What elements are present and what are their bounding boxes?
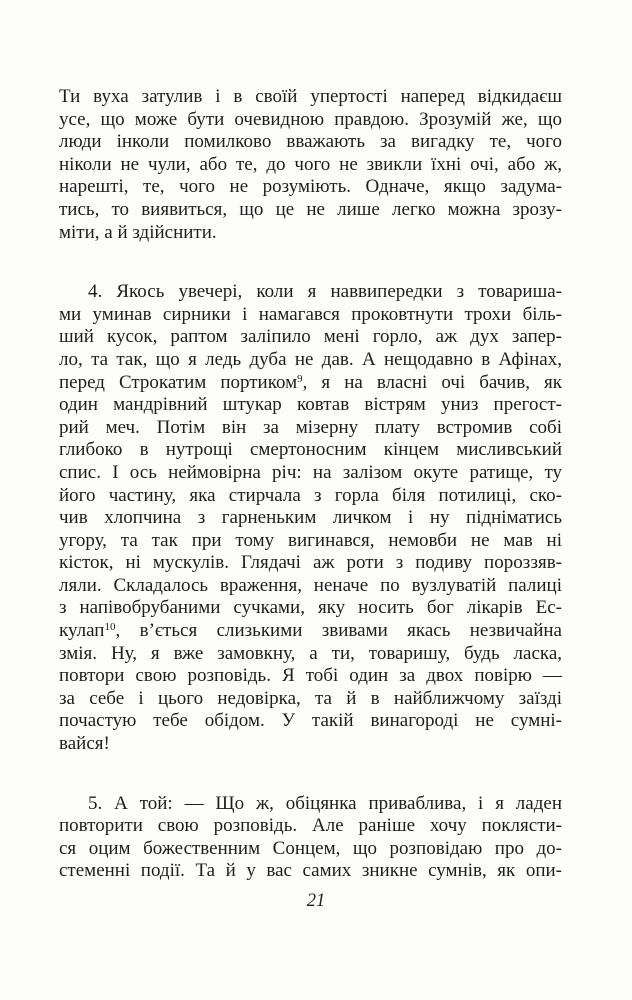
text-line: угору, та так при тому вигинався, немовби не мав ні [59,529,562,551]
text-line: кулап$^{10}$, в’ється слизькими звивами якась незвичайна [59,620,562,642]
text-line: ніколи не чули, або те, до чого не звикли їхні очі, або ж, [59,153,562,175]
page-number: 21 [306,891,326,911]
text-line: ся оцим божественним Сонцем, що розповідаю про до- [59,837,562,859]
text-line: глибоко в нутрощі смертоносним кінцем мисливський [59,439,562,461]
text-line: кісток, ні мускулів. Глядачі аж роти з подиву пороззяв- [59,552,562,574]
text-line: люди інколи помилково вважають за вигадку те, чого [59,131,562,153]
text-line: ло, та так, що я ледь дуба не дав. А нещодавно в Афінах, [59,348,562,370]
text-line: нарешті, те, чого не розуміють. Одначе, якщо задума- [59,176,562,198]
paragraph [59,86,562,244]
text-line: його частину, яка стирчала з горла біля потилиці, ско- [59,484,562,506]
text-line: чив хлопчина з гарненьким личком і ну підніматись [59,507,562,529]
text-line: спис. І ось неймовірна річ: на залізом окуте ратище, ту [59,461,562,483]
paragraph [59,281,562,755]
text-line: почастую тебе обідом. У такій винагороді не сумні- [59,710,562,732]
text-line: 5. А той: — Що ж, обіцянка приваблива, і я ладен [88,792,562,814]
text-line: за себе і цього недовірка, та й в найближчому заїзді [59,687,562,709]
text-line: повторити свою розповідь. Але раніше хочу поклясти- [59,815,562,837]
text-line: рий меч. Потім він за мізерну плату встромив собі [59,416,562,438]
text-line: ми уминав сирники і намагався проковтнути трохи біль- [59,303,562,325]
text-line: усе, що може бути очевидною правдою. Зрозумій же, що [59,108,562,130]
text-line: вайся! [59,733,110,755]
text-line: ший кусок, раптом заліпило мені горло, аж дух запер- [59,326,562,348]
text-line: 4. Якось увечері, коли я наввипередки з товариша- [88,281,562,303]
footnote-ref: 9 [297,372,303,385]
text-line: змія. Ну, я вже замовкну, а ти, товаришу, будь ласка, [59,642,562,664]
footnote-ref: 10 [104,621,116,634]
text-block [59,86,562,883]
text-line: тись, то виявиться, що це не лише легко можна зрозу- [59,198,562,220]
text-line: ляли. Складалось враження, неначе по вузлуватій палиці [59,574,562,596]
text-line: перед Строкатим портиком$^9$, я на власні очі бачив, як [59,371,562,393]
text-line: з напівобрубаними сучками, яку носить бог лікарів Ес- [59,597,562,619]
text-line: стеменні події. Та й у вас самих зникне сумнів, як опи- [59,860,562,882]
text-line: повтори свою розповідь. Я тобі один за двох повірю — [59,665,562,687]
text-line: Ти вуха затулив і в своїй упертості наперед відкидаєш [59,86,562,107]
paragraph [59,793,562,883]
text-line: міти, а й здійснити. [59,221,217,243]
text-line: один мандрівний штукар ковтав вістрям униз прегост- [59,394,562,416]
